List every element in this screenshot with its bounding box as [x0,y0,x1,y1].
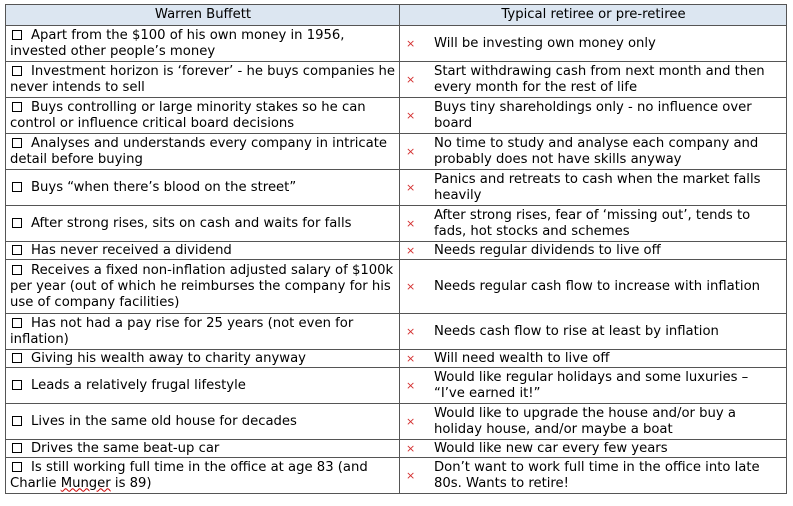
table-row [6,260,787,314]
buffett-text: Analyses and understands every company in intricate detail before buying [10,135,388,167]
checkbox-empty-icon [12,416,22,426]
table-row [6,98,787,134]
retiree-cell [400,170,787,206]
retiree-cell [400,260,787,314]
checkbox-empty-icon [12,265,22,275]
retiree-text: Panics and retreats to cash when the market falls heavily [434,171,761,203]
retiree-cell [400,134,787,170]
retiree-text: Start withdrawing cash from next month and then every month for the rest of life [434,63,765,95]
table-row [6,440,787,458]
retiree-text: Needs regular cash flow to increase with inflation [434,278,761,294]
buffett-cell [6,62,400,98]
table-row [6,368,787,404]
retiree-cell [400,350,787,368]
retiree-text: Buys tiny shareholdings only - no influence over board [434,99,752,131]
header-warren-buffett: Warren Buffett [6,5,400,26]
checkbox-empty-icon [12,380,22,390]
retiree-text: Will need wealth to live off [434,350,610,366]
cross-icon: × [406,72,416,86]
cross-icon: × [406,36,416,50]
checkbox-empty-icon [12,30,22,40]
cross-icon: × [406,441,416,455]
cross-icon: × [406,216,416,230]
comparison-table [5,4,787,494]
cross-icon: × [406,144,416,158]
retiree-text: Needs cash flow to rise at least by inflation [434,323,719,339]
checkbox-empty-icon [12,353,22,363]
cross-icon: × [406,351,416,365]
retiree-cell [400,458,787,494]
table-row [6,26,787,62]
buffett-text: Buys “when there’s blood on the street” [31,179,297,195]
buffett-text: Drives the same beat-up car [31,440,220,456]
retiree-cell [400,440,787,458]
table-row [6,404,787,440]
buffett-cell [6,98,400,134]
retiree-cell [400,314,787,350]
buffett-cell [6,440,400,458]
checkbox-empty-icon [12,182,22,192]
checkbox-empty-icon [12,102,22,112]
table-row [6,314,787,350]
cross-icon: × [406,324,416,338]
buffett-text: Leads a relatively frugal lifestyle [31,377,246,393]
buffett-cell [6,242,400,260]
checkbox-empty-icon [12,318,22,328]
cross-icon: × [406,243,416,257]
buffett-text: Is still working full time in the office at age 83 (and Charlie Munger is 89) [10,459,368,491]
table-row [6,242,787,260]
retiree-text: After strong rises, fear of ‘missing out’, tends to fads, hot stocks and schemes [434,207,751,239]
retiree-cell [400,26,787,62]
buffett-cell [6,350,400,368]
buffett-cell [6,170,400,206]
cross-icon: × [406,108,416,122]
retiree-text: Needs regular dividends to live off [434,242,661,258]
table-row [6,170,787,206]
checkbox-empty-icon [12,66,22,76]
cross-icon: × [406,378,416,392]
buffett-text: Buys controlling or large minority stakes so he can control or influence critical board decisions [10,99,366,131]
retiree-cell [400,404,787,440]
retiree-cell [400,206,787,242]
retiree-cell [400,98,787,134]
retiree-text: Will be investing own money only [434,35,656,51]
buffett-cell [6,314,400,350]
buffett-cell [6,458,400,494]
buffett-cell [6,404,400,440]
buffett-cell [6,134,400,170]
cross-icon: × [406,279,416,293]
table-row [6,62,787,98]
buffett-text: Lives in the same old house for decades [31,413,297,429]
table-row [6,134,787,170]
buffett-text: Has never received a dividend [31,242,232,258]
cross-icon: × [406,180,416,194]
buffett-cell [6,206,400,242]
table-row [6,458,787,494]
table-row [6,350,787,368]
buffett-cell [6,368,400,404]
cross-icon: × [406,468,416,482]
checkbox-empty-icon [12,443,22,453]
buffett-text: After strong rises, sits on cash and waits for falls [31,215,352,231]
checkbox-empty-icon [12,138,22,148]
retiree-cell [400,242,787,260]
checkbox-empty-icon [12,462,22,472]
header-typical-retiree: Typical retiree or pre-retiree [400,5,787,26]
table-row [6,206,787,242]
buffett-text: Investment horizon is ‘forever’ - he buys companies he never intends to sell [10,63,396,95]
checkbox-empty-icon [12,245,22,255]
buffett-text: Receives a fixed non-inflation adjusted salary of $100k per year (out of which he reimburses the company for his use of company facilities) [10,262,394,310]
buffett-cell [6,260,400,314]
buffett-text: Giving his wealth away to charity anyway [31,350,306,366]
retiree-text: Would like to upgrade the house and/or buy a holiday house, and/or maybe a boat [434,405,736,437]
buffett-text: Has not had a pay rise for 25 years (not even for inflation) [10,315,354,347]
buffett-cell [6,26,400,62]
buffett-text: Apart from the $100 of his own money in 1956, invested other people’s money [10,27,345,59]
retiree-text: Don’t want to work full time in the office into late 80s. Wants to retire! [434,459,760,491]
header-row [6,5,787,26]
retiree-cell [400,368,787,404]
cross-icon: × [406,414,416,428]
retiree-text: Would like regular holidays and some luxuries – “I’ve earned it!” [434,369,749,401]
retiree-cell [400,62,787,98]
retiree-text: No time to study and analyse each company and probably does not have skills anyway [434,135,759,167]
retiree-text: Would like new car every few years [434,440,668,456]
checkbox-empty-icon [12,218,22,228]
